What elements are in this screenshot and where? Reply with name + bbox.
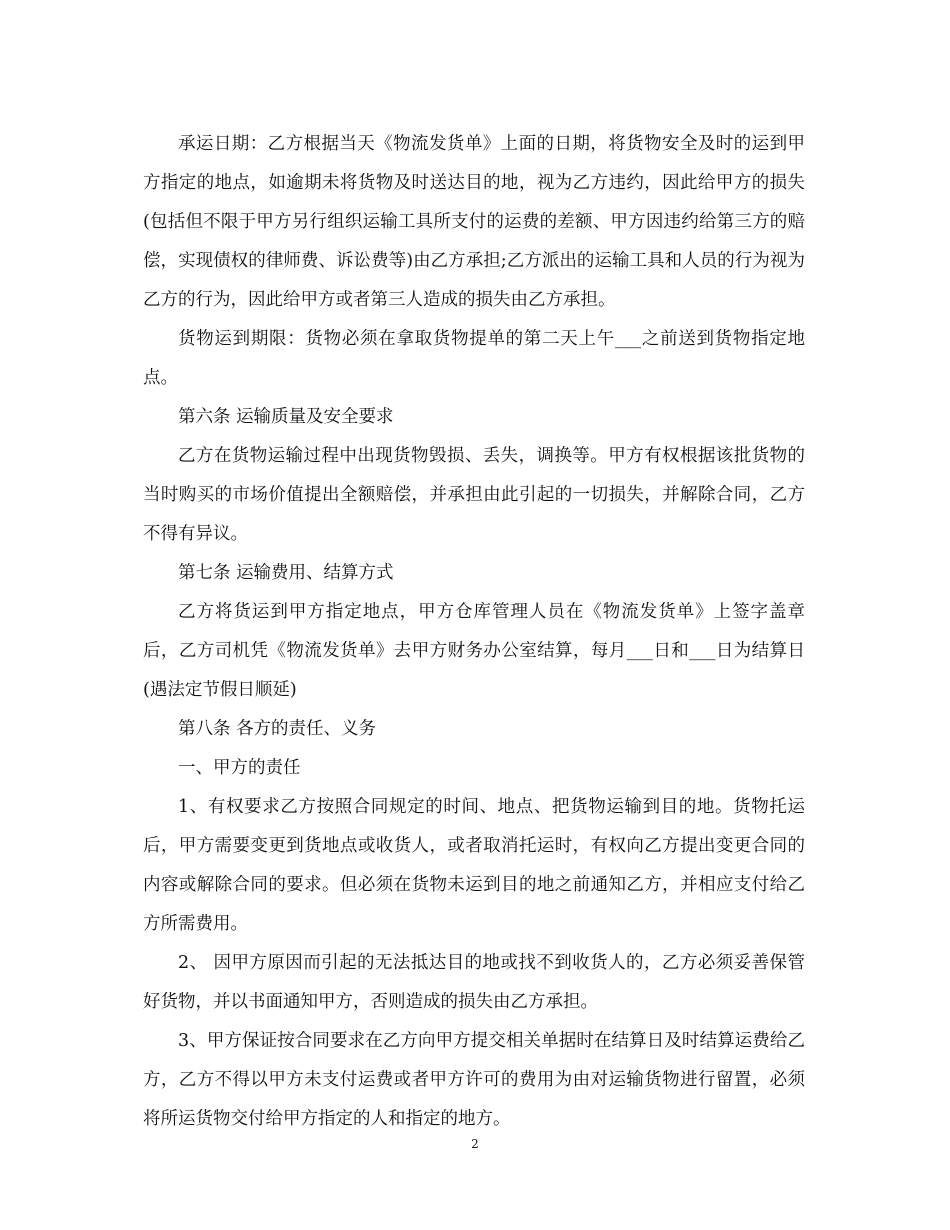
heading-party-a-responsibility: 一、甲方的责任: [178, 758, 301, 778]
paragraph-clause-2: 2、 因甲方原因而引起的无法抵达目的地或找不到收货人的，乙方必须妥善保管好货物，并以书面通知甲方，否则造成的损失由乙方承担。: [143, 953, 805, 1012]
heading-article-8: 第八条 各方的责任、义务: [178, 719, 377, 739]
heading-article-7: 第七条 运输费用、结算方式: [178, 563, 394, 583]
document-body: [143, 125, 805, 1139]
paragraph-settlement: 乙方将货运到甲方指定地点，甲方仓库管理人员在《物流发货单》上签字盖章后，乙方司机凭《物流发货单》去甲方财务办公室结算，每月___日和___日为结算日(遇法定节假日顺延): [143, 602, 805, 700]
paragraph-clause-1: 1、有权要求乙方按照合同规定的时间、地点、把货物运输到目的地。货物托运后，甲方需要变更到货地点或收货人，或者取消托运时，有权向乙方提出变更合同的内容或解除合同的要求。但必须在货物未运到目的地之前通知乙方，并相应支付给乙方所需费用。: [143, 797, 805, 934]
paragraph-quality-safety: 乙方在货物运输过程中出现货物毁损、丢失，调换等。甲方有权根据该批货物的当时购买的市场价值提出全额赔偿，并承担由此引起的一切损失，并解除合同，乙方不得有异议。: [143, 446, 805, 544]
paragraph-delivery-date: 承运日期：乙方根据当天《物流发货单》上面的日期，将货物安全及时的运到甲方指定的地点，如逾期未将货物及时送达目的地，视为乙方违约，因此给甲方的损失(包括但不限于甲方另行组织运输工具所支付的运费的差额、甲方因违约给第三方的赔偿，实现债权的律师费、诉讼费等)由乙方承担;乙方派出的运输工具和人员的行为视为乙方的行为，因此给甲方或者第三人造成的损失由乙方承担。: [143, 134, 805, 310]
paragraph-clause-3: 3、甲方保证按合同要求在乙方向甲方提交相关单据时在结算日及时结算运费给乙方，乙方不得以甲方未支付运费或者甲方许可的费用为由对运输货物进行留置，必须将所运货物交付给甲方指定的人和指定的地方。: [143, 1031, 805, 1129]
paragraph-delivery-deadline: 货物运到期限：货物必须在拿取货物提单的第二天上午___之前送到货物指定地点。: [143, 329, 805, 388]
heading-article-6: 第六条 运输质量及安全要求: [178, 407, 394, 427]
page-number: 2: [471, 1137, 479, 1151]
